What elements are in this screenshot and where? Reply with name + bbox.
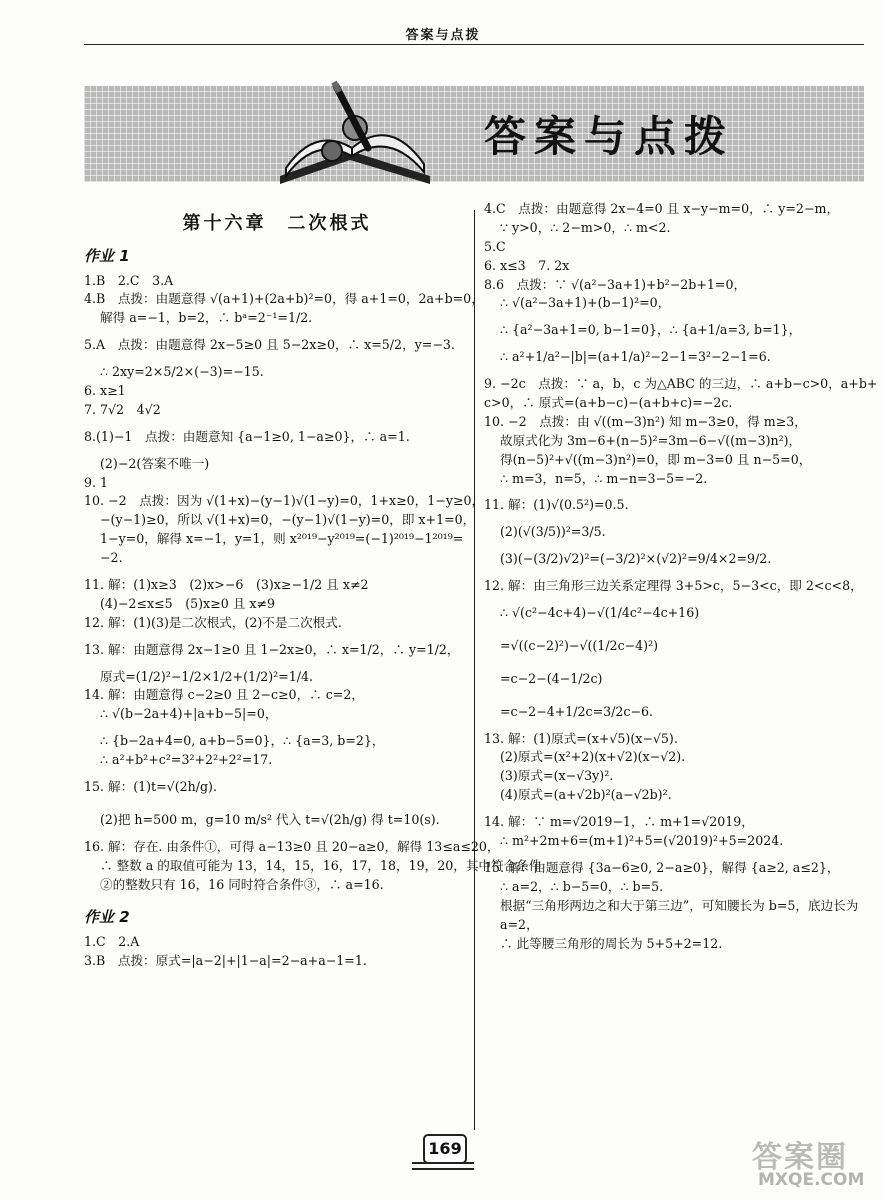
section-heading-1: 作业 1 [84,247,130,265]
answer-line: 11. 解：(1)√(0.5²)=0.5. [484,497,629,513]
answer-line: ∴ √(b−2a+4)+|a+b−5|=0， [100,706,278,722]
answer-line: =c−2−(4−1/2c) [500,670,603,686]
answer-line: 1−y=0，解得 x=−1，y=1，则 x²⁰¹⁹−y²⁰¹⁹=(−1)²⁰¹⁹−1²⁰¹⁹= [100,531,464,547]
answer-line: 14. 解：由题意得 c−2≥0 且 2−c≥0，∴ c=2， [84,687,364,703]
answer-line: ∴ m=3，n=5，∴ m−n=3−5=−2. [500,470,708,486]
answer-line: (2)(√(3/5))²=3/5. [500,524,606,540]
answer-line: 6. x≤3 7. 2x [484,257,570,273]
banner-title: 答案与点拨 [484,112,735,161]
answer-line: 1.B 2.C 3.A [84,272,174,288]
answer-line: −2. [100,550,123,566]
answer-line: (3)原式=(x−√3y)². [500,768,614,784]
header-rule [84,44,864,45]
answer-line: =√((c−2)²)−√((1/2c−4)²) [500,637,659,653]
answer-line: 9. 1 [84,474,109,490]
answer-line: ∴ 2xy=2×5/2×(−3)=−15. [100,364,264,380]
page-number: 169 [423,1134,467,1164]
answer-line: 12. 解：由三角形三边关系定理得 3+5>c，5−3<c，即 2<c<8， [484,578,863,594]
answer-line: 原式=(1/2)²−1/2×1/2+(1/2)²=1/4. [100,668,314,684]
answer-line: 5.C [484,238,506,254]
page-header-title: 答案与点拨 [405,28,481,43]
answer-line: 10. −2 点拨：因为 √(1+x)−(y−1)√(1−y)=0，1+x≥0，1−y≥0， [84,493,485,509]
answer-line: (3)(−(3/2)√2)²=(−3/2)²×(√2)²=9/4×2=9/2. [500,551,772,567]
answer-line: 11. 解：(1)x≥3 (2)x>−6 (3)x≥−1/2 且 x≠2 [84,576,369,592]
section-heading-2: 作业 2 [84,908,130,927]
answer-line: 8.6 点拨：∵ √(a²−3a+1)+b²−2b+1=0， [484,276,747,292]
answer-line: ∴ a²+1/a²−|b|=(a+1/a)²−2−1=3²−2−1=6. [500,349,771,365]
answer-line: 15. 解：由题意得 {3a−6≥0, 2−a≥0}，解得 {a≥2, a≤2}， [484,859,840,875]
answer-line: 8.(1)−1 点拨：由题意知 {a−1≥0, 1−a≥0}，∴ a=1. [84,428,410,444]
answer-line: ②的整数只有 16，16 同时符合条件③，∴ a=16. [100,876,384,892]
answer-line: ∴ {b−2a+4=0, a+b−5=0}，∴ {a=3, b=2}， [100,733,385,749]
answer-line: (2)−2(答案不唯一) [100,455,210,471]
answer-line: 14. 解：∵ m=√2019−1，∴ m+1=√2019， [484,814,754,830]
answer-line: ∴ {a²−3a+1=0, b−1=0}，∴ {a+1/a=3, b=1}， [500,322,802,338]
answer-line: 4.C 点拨：由题意得 2x−4=0 且 x−y−m=0，∴ y=2−m， [484,201,840,216]
column-divider [474,210,475,1130]
answer-line: ∴ m²+2m+6=(m+1)²+5=(√2019)²+5=2024. [500,833,784,849]
page-number-base [412,1162,474,1170]
answer-line: 1.C 2.A [84,933,140,949]
answer-line: 5.A 点拨：由题意得 2x−5≥0 且 5−2x≥0，∴ x=5/2，y=−3. [84,337,455,353]
answer-line: ∵ y>0，∴ 2−m>0，∴ m<2. [500,219,671,235]
answer-line: ∴ √(a²−3a+1)+(b−1)²=0， [500,295,671,311]
answer-line: 3.B 点拨：原式=|a−2|+|1−a|=2−a+a−1=1. [84,952,367,968]
answer-line: 13. 解：(1)原式=(x+√5)(x−√5). [484,730,678,746]
answer-line: ∴ a²+b²+c²=3²+2²+2²=17. [100,752,273,768]
answer-line: 9. −2c 点拨：∵ a，b，c 为△ABC 的三边，∴ a+b−c>0，a+b+ [484,376,878,392]
answer-line: 15. 解：(1)t=√(2h/g). [84,778,217,794]
watermark-logo: 答案圈 [752,1140,848,1175]
answer-line: =c−2−4+1/2c=3/2c−6. [500,703,654,719]
right-column [484,200,878,953]
book-pen-icon [260,56,460,196]
answer-line: ∴ √(c²−4c+4)−√(1/4c²−4c+16) [500,605,700,621]
answer-line: ∴ a=2，∴ b−5=0，∴ b=5. [500,878,664,894]
answer-line: (4)原式=(a+√2b)²(a−√2b)². [500,787,672,803]
answer-line: ∴ 此等腰三角形的周长为 5+5+2=12. [500,935,723,951]
answer-line: 解得 a=−1，b=2，∴ bᵃ=2⁻¹=1/2. [100,310,313,326]
answer-line: (2)原式=(x²+2)(x+√2)(x−√2). [500,749,686,765]
answer-line: ∴ 整数 a 的取值可能为 13，14，15，16，17，18，19，20，其中符合条件 [100,857,542,873]
answer-line: 16. 解：存在. 由条件①，可得 a−13≥0 且 20−a≥0，解得 13≤a≤20， [84,838,500,854]
watermark-url: MXQE.COM [758,1170,865,1190]
answer-line: 得(n−5)²+√((m−3)n²)=0，即 m−3=0 且 n−5=0， [500,451,812,467]
answer-line: 4.B 点拨：由题意得 √(a+1)+(2a+b)²=0，得 a+1=0，2a+b=0， [84,291,484,307]
answer-line: 6. x≥1 [84,382,126,398]
answer-line: 7. 7√2 4√2 [84,401,161,417]
answer-line: a=2， [500,916,539,932]
answer-line: 13. 解：由题意得 2x−1≥0 且 1−2x≥0，∴ x=1/2，∴ y=1/2， [84,641,460,657]
answer-line: c>0，∴ 原式=(a+b−c)−(a+b+c)=−2c. [484,395,733,411]
answer-line: 12. 解：(1)(3)是二次根式，(2)不是二次根式. [84,614,342,630]
chapter-title: 第十六章 二次根式 [182,213,372,234]
answer-line: 根据“三角形两边之和大于第三边”，可知腰长为 b=5，底边长为 [500,897,859,913]
answer-line: 故原式化为 3m−6+(n−5)²=3m−6−√((m−3)n²)， [500,432,802,448]
answer-line: 10. −2 点拨：由 √((m−3)n²) 知 m−3≥0，得 m≥3， [484,413,807,429]
title-banner [84,86,864,182]
answer-line: −(y−1)≥0，所以 √(1+x)=0，−(y−1)√(1−y)=0，即 x+1=0， [100,512,476,528]
answer-line: (4)−2≤x≤5 (5)x≥0 且 x≠9 [100,595,275,611]
answer-line: (2)把 h=500 m，g=10 m/s² 代入 t=√(2h/g) 得 t=10(s). [100,811,440,827]
